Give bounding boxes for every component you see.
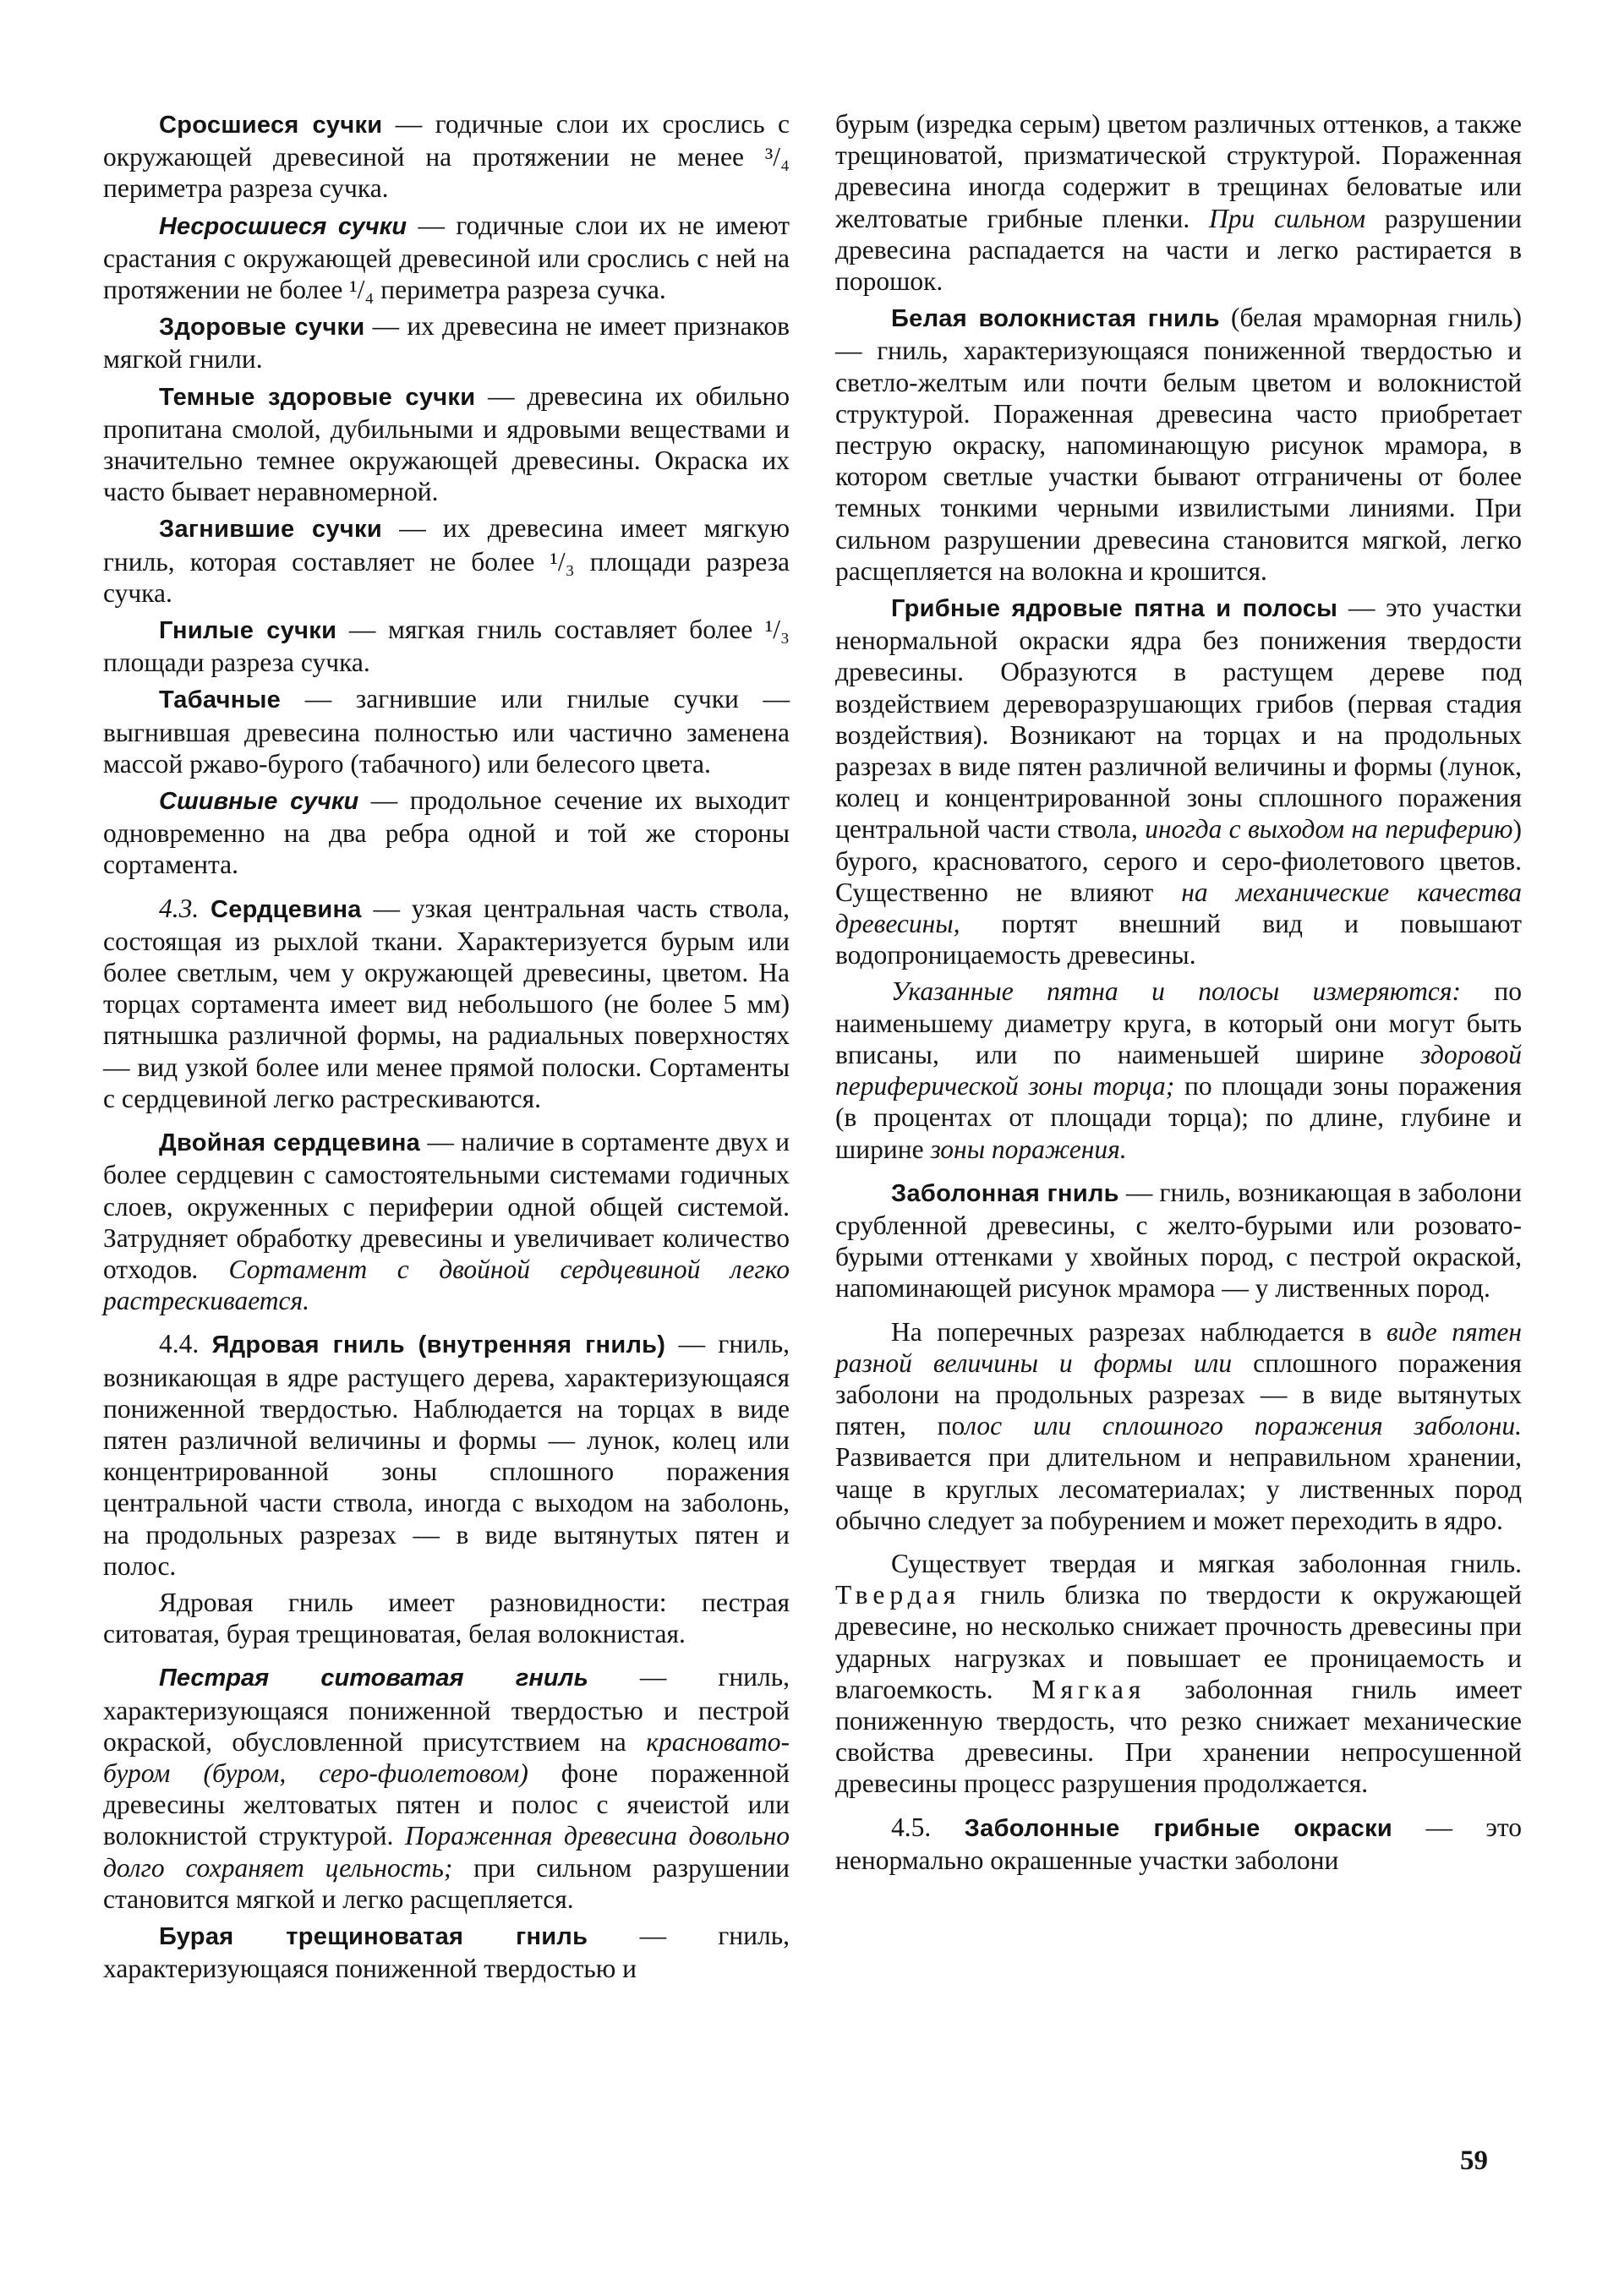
- paragraph-knots-fused: [103, 108, 790, 205]
- definition: — это участки ненормальной окраски ядра без понижения твердости древесины. Образуются в растущем дереве под воздействием дереворазрушающих грибов (первая стадия воздействия). Возникают на торцах и на продольных разрезах в виде пятен различной величины и формы (лунок, колец и концентрированной зоны сплошного поражения центральной части ствола,: [835, 593, 1523, 845]
- definition-italic: красновато-буром (буром, серо-фиолетовом): [103, 1726, 790, 1788]
- spaced-term: Мягкая: [1031, 1674, 1146, 1704]
- paragraph-knots-rotting: [103, 512, 790, 609]
- definition: портят внешний вид и повышают водопроницаемость древесины.: [835, 909, 1522, 970]
- definition-italic: на механические качества древесины,: [835, 877, 1522, 939]
- definition: — мягкая гниль составляет более ¹/₃ площади разреза сучка.: [103, 615, 790, 678]
- right-column: [835, 108, 1522, 1881]
- term: Здоровые сучки: [159, 314, 365, 342]
- definition: — наличие в сортаменте двух и более сердцевин с самостоятельными системами годичных слоев, окруженных с периферии одной общей системой. Затрудняет обработку древесины и увеличивает количество отходов: [103, 1127, 790, 1284]
- term: Несросшиеся сучки: [159, 212, 407, 240]
- definition: ) бурого, красноватого, серого и серо-фиолетового цветов. Существенно не влияют: [835, 814, 1523, 907]
- term: Сердцевина: [211, 895, 362, 923]
- definition: На поперечных разрезах наблюдается в: [891, 1316, 1386, 1347]
- term: Темные здоровые сучки: [159, 383, 476, 411]
- definition: (белая мраморная гниль) — гниль, характеризующаяся пониженной твердостью и светло-желтым или почти белым цветом и волокнистой структурой. Пораженная древесина часто приобретает пеструю окраску, напоминающую рисунок мрамора, в котором светлые участки бывают отграничены от более темных тонкими черными извилистыми линиями. При сильном разрушении древесина становится мягкой, легко расщепляется на волокна и крошится.: [835, 303, 1522, 586]
- definition: разрушении древесина распадается на части и легко растирается в порошок.: [835, 203, 1522, 297]
- definition: фоне пораженной древесины желтоватых пятен и полос с ячеистой или волокнистой структурой.: [103, 1758, 790, 1851]
- paragraph-knots-rotten: [103, 614, 790, 678]
- definition-italic: здоровой периферической зоны торца;: [835, 1039, 1522, 1102]
- section-number: 4.4.: [159, 1329, 212, 1359]
- term: Двойная сердцевина: [159, 1129, 421, 1157]
- definition-italic: иногда с выходом на периферию: [1145, 814, 1513, 845]
- definition-italic: Пораженная древесина довольно долго сохраняет цельность;: [103, 1821, 790, 1883]
- definition: заболонная гниль имеет пониженную твердость, что резко снижает механические свойства древесины. При хранении непросушенной древесины процесс разрушения продолжается.: [835, 1674, 1522, 1799]
- left-column: [103, 108, 790, 1989]
- definition: — гниль, характеризующаяся пониженной твердостью и: [103, 1920, 790, 1984]
- paragraph-measurement: [835, 976, 1522, 1164]
- paragraph-fungal-stains: [835, 592, 1522, 970]
- section-number: 4.3.: [159, 893, 211, 923]
- paragraph-knots-tobacco: [103, 683, 790, 779]
- paragraph-brown-cubical-rot: [103, 1920, 790, 1984]
- paragraph-heart-rot-varieties: [103, 1587, 790, 1649]
- definition: бурым (изредка серым) цветом различных оттенков, а также трещиноватой, призматической структурой. Пораженная древесина иногда содержит в трещинах беловатые или желтоватые грибные пленки.: [835, 109, 1522, 233]
- definition: Существует твердая и мягкая заболонная гниль.: [891, 1548, 1522, 1578]
- definition: — гниль, возникающая в ядре растущего дерева, характеризующаяся пониженной твердостью. Наблюдается на торцах в виде пятен различной величины и формы — лунок, колец или концентрированной зоны сплошного поражения центральной части ствола, иногда с выходом на заболонь, на продольных разрезах — в виде вытянутых пятен и полос.: [103, 1329, 790, 1581]
- definition: — гниль, возникающая в заболони срубленной древесины, с желто-бурыми или розовато-бурыми оттенками у хвойных пород, с пестрой окраской, напоминающей рисунок мрамора — у лиственных пород.: [835, 1177, 1522, 1304]
- paragraph-knots-unfused: [103, 210, 790, 306]
- definition-italic: виде пятен разной величины и формы или: [835, 1316, 1522, 1378]
- term: Грибные ядровые пятна и полосы: [891, 595, 1338, 623]
- definition: — продольное сечение их выходит одновременно на два ребра одной и той же стороны сортамента.: [103, 785, 790, 880]
- definition: — древесина их обильно пропитана смолой, дубильными и ядровыми веществами и значительно темнее окружающей древесины. Окраска их часто бывает неравномерной.: [103, 380, 790, 507]
- paragraph-pocket-rot: [103, 1661, 790, 1915]
- definition-italic: лос или сплошного поражения заболони.: [965, 1411, 1522, 1441]
- paragraph-sapwood-rot: [835, 1177, 1522, 1304]
- term: Ядровая гниль (внутренняя гниль): [211, 1331, 666, 1359]
- definition: Развивается при длительном и неправильном хранении, чаще в круглых лесоматериалах; у лиственных пород обычно следует за побурением и может переходить в ядро.: [835, 1442, 1522, 1535]
- term: Белая волокнистая гниль: [891, 305, 1220, 333]
- paragraph-knots-dark: [103, 380, 790, 508]
- definition: — загнившие или гнилые сучки — выгнившая древесина полностью или частично заменена массой ржаво-бурого (табачного) или белесого цвета.: [103, 684, 790, 779]
- definition: — их древесина имеет мягкую гниль, которая составляет не более ¹/₃ площади разреза сучка.: [103, 513, 790, 608]
- definition: гниль близка по твердости к окружающей древесине, но несколько снижает прочность древесины при ударных нагрузках и повышает ее проницаемость и влагоемкость.: [835, 1580, 1522, 1704]
- paragraph-double-pith: [103, 1126, 790, 1316]
- definition: — годичные слои их не имеют срастания с окружающей древесиной или срослись с ней на протяжении не более ¹/₄ периметра разреза сучка.: [103, 210, 790, 305]
- definition-italic: . Сортамент с двойной сердцевиной легко растрескивается.: [103, 1254, 790, 1316]
- paragraph-brown-rot-continued: [835, 108, 1522, 297]
- term: Заболонные грибные окраски: [964, 1814, 1393, 1842]
- section-number: 4.5.: [891, 1812, 965, 1842]
- paragraph-knots-healthy: [103, 310, 790, 374]
- paragraph-hard-soft-rot: [835, 1548, 1522, 1800]
- term: Сросшиеся сучки: [159, 112, 383, 139]
- paragraph-sapwood-stains: [835, 1812, 1522, 1876]
- definition: — это ненормально окрашенные участки заболони: [835, 1812, 1523, 1875]
- definition: — узкая центральная часть ствола, состоящая из рыхлой ткани. Характеризуется бурым или более светлым, чем у окружающей древесины, цветом. На торцах сортамента имеет вид небольшого (не более 5 мм) пятнышка различной формы, на радиальных поверхностях — вид узкой более или менее прямой полоски. Сортаменты с сердцевиной легко растрескиваются.: [103, 893, 790, 1113]
- definition: сплошного поражения заболони на продольных разрезах — в виде вытянутых пятен, по: [835, 1348, 1523, 1441]
- paragraph-heart-rot: [103, 1328, 790, 1582]
- page-number: 59: [1460, 2146, 1488, 2176]
- term: Табачные: [159, 686, 282, 714]
- definition: Ядровая гниль имеет разновидности: пестрая ситоватая, бурая трещиноватая, белая волокнистая.: [103, 1587, 790, 1649]
- paragraph-sapwood-rot-sections: [835, 1316, 1522, 1536]
- definition-italic: При сильном: [1209, 203, 1366, 233]
- definition: по площади зоны поражения (в процентах от площади торца); по длине, глубине и ширине: [835, 1071, 1522, 1164]
- paragraph-white-rot: [835, 302, 1522, 587]
- definition: по наименьшему диаметру круга, в который они могут быть вписаны, или по наименьшей ширине: [835, 976, 1522, 1069]
- definition: при сильном разрушении становится мягкой и легко расщепляется.: [103, 1852, 790, 1914]
- term: Бурая трещиноватая гниль: [159, 1922, 588, 1950]
- definition-italic: зоны поражения.: [930, 1134, 1127, 1164]
- term: Загнившие сучки: [159, 516, 382, 544]
- paragraph-pith: [103, 893, 790, 1114]
- term: Гнилые сучки: [159, 617, 337, 645]
- definition: — годичные слои их срослись с окружающей древесиной на протяжении не менее ³/₄ периметра разреза сучка.: [103, 109, 790, 204]
- paragraph-knots-splay: [103, 784, 790, 881]
- term: Сшивные сучки: [159, 788, 359, 816]
- definition: — их древесина не имеет признаков мягкой гнили.: [103, 311, 790, 374]
- spaced-term: Твердая: [835, 1580, 961, 1610]
- definition: — гниль, характеризующаяся пониженной твердостью и пестрой окраской, обусловленной присутствием на: [103, 1662, 790, 1757]
- term: Заболонная гниль: [891, 1179, 1119, 1207]
- term: Пестрая ситоватая гниль: [159, 1665, 588, 1692]
- definition-italic: Указанные пятна и полосы измеряются:: [891, 976, 1461, 1007]
